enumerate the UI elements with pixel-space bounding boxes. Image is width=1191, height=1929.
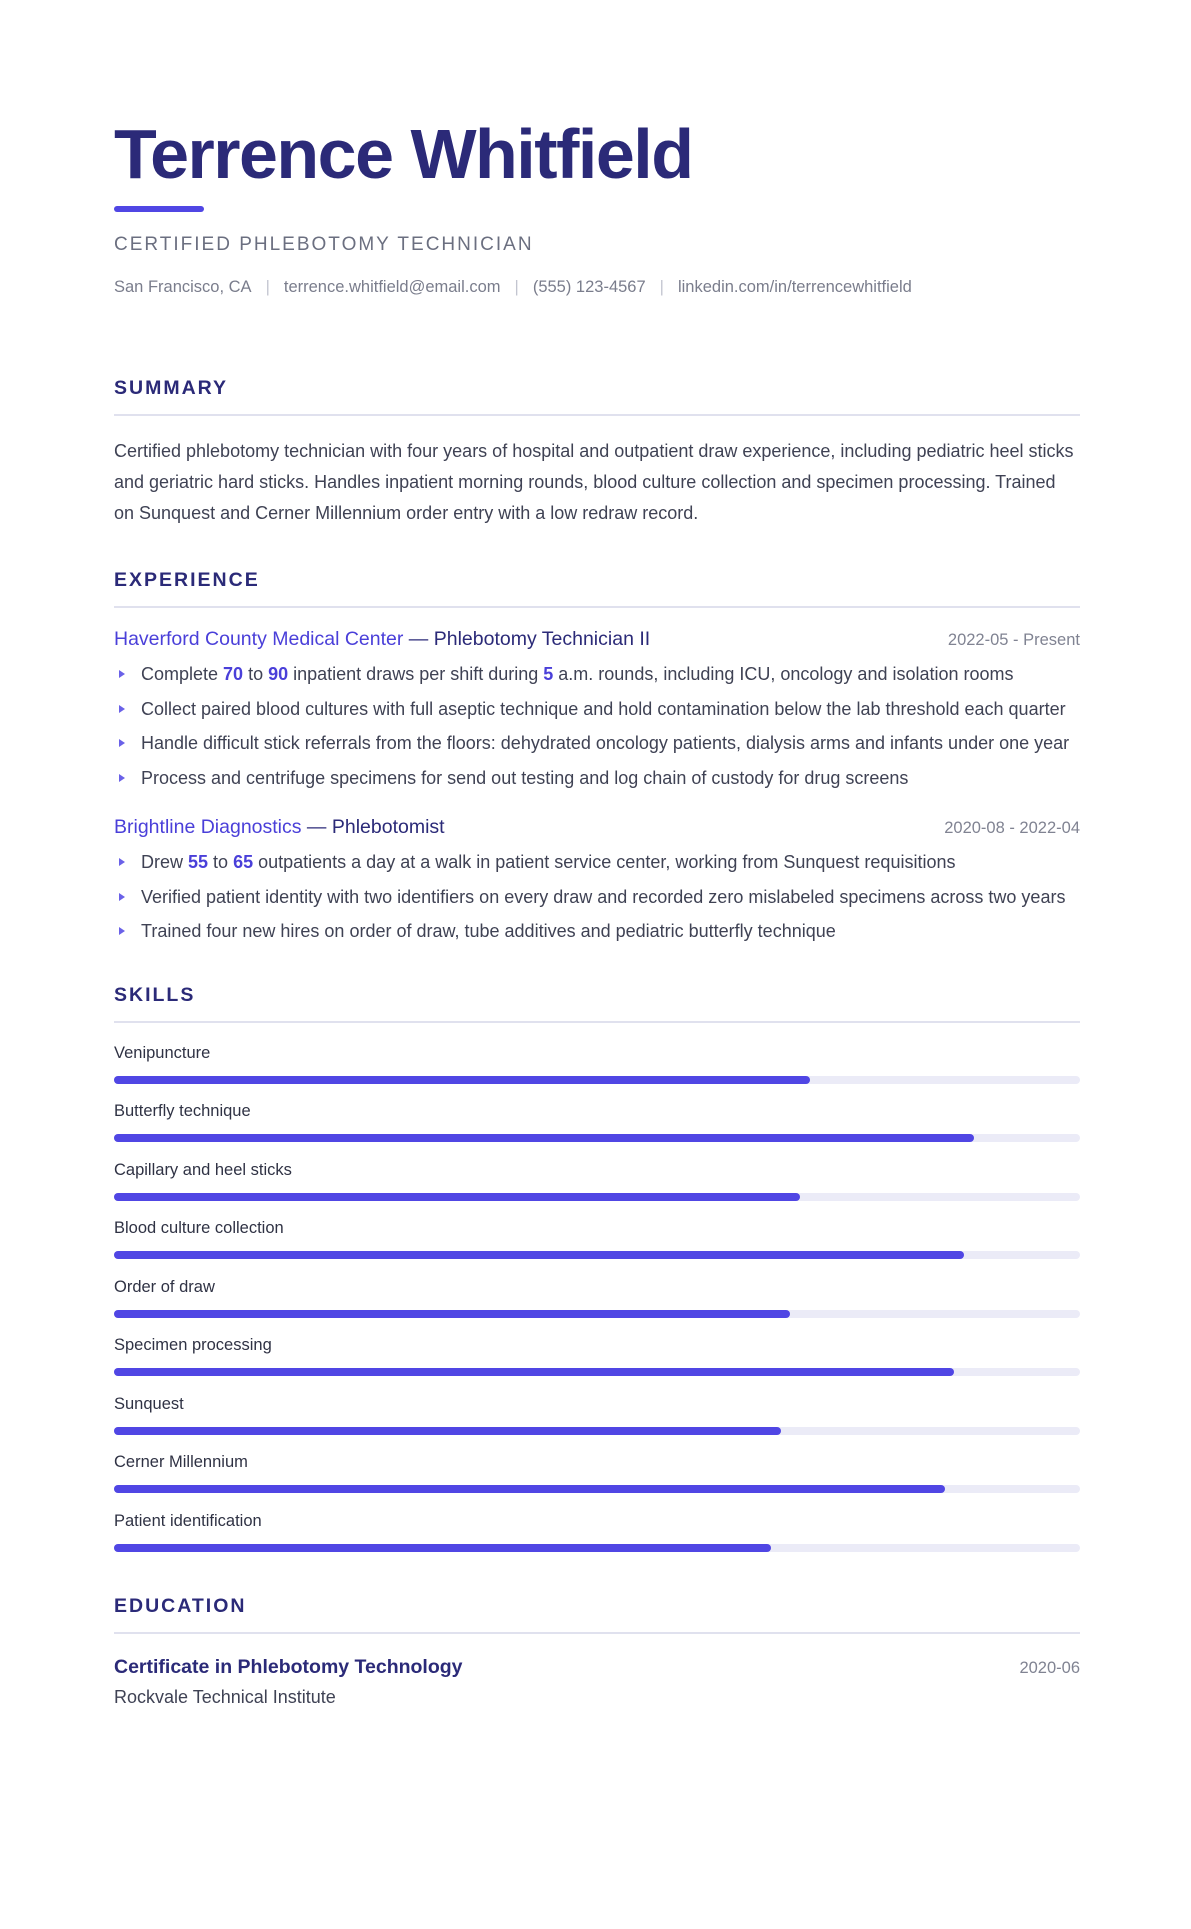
bullet-text: Complete: [141, 664, 224, 684]
job-dates: 2022-05 - Present: [947, 631, 1080, 649]
skills-list: [114, 1043, 1080, 1570]
company-name: Brightline Diagnostics: [114, 816, 302, 838]
skill-bar-track: [114, 1076, 1080, 1084]
skill-bar-fill: [114, 1251, 964, 1259]
skill-item: [114, 1452, 1080, 1511]
bullet-item: [114, 659, 1080, 691]
skill-name: Venipuncture: [114, 1043, 211, 1062]
education-date: 2020-06: [1019, 1659, 1080, 1677]
job-entry: [114, 628, 1080, 794]
skill-bar-track: [114, 1427, 1080, 1435]
job-dates: 2020-08 - 2022-04: [944, 819, 1080, 837]
skill-bar-track: [114, 1193, 1080, 1201]
skill-bar-track: [114, 1134, 1080, 1142]
skill-bar-fill: [114, 1134, 974, 1142]
role-name: Phlebotomist: [331, 816, 445, 838]
contact-separator: |: [514, 278, 519, 296]
skill-item: [114, 1160, 1080, 1219]
skill-name: Specimen processing: [114, 1336, 272, 1354]
job-bullets: [114, 847, 1080, 948]
bullet-text: a.m. rounds, including ICU, oncology and isolation rooms: [553, 664, 1014, 684]
skill-item: [114, 1394, 1080, 1453]
bullet-item: [114, 882, 1080, 914]
job-entry: [114, 816, 1080, 948]
dash-separator: —: [403, 628, 434, 650]
summary-section: [114, 377, 1080, 529]
bullet-text: Collect paired blood cultures with full aseptic technique and hold contamination below the lab threshold each quarter: [141, 698, 1066, 719]
bullet-text: Drew: [141, 852, 189, 872]
job-heading: [114, 816, 445, 839]
skill-bar-fill: [114, 1076, 810, 1084]
skill-item: [114, 1101, 1080, 1160]
skill-item: [114, 1043, 1080, 1102]
school: Rockvale Technical Institute: [114, 1687, 336, 1707]
summary-text: Certified phlebotomy technician with four years of hospital and outpatient draw experience, including pediatric heel sticks and geriatric hard sticks. Handles inpatient morning rounds, blood culture collection and specimen processing. Trained on Sunquest and Cerner Millennium order entry with a low redraw record.: [114, 441, 1074, 523]
company-name: Haverford County Medical Center: [114, 628, 404, 650]
skill-name: Order of draw: [114, 1277, 215, 1296]
skill-bar-track: [114, 1310, 1080, 1318]
job-heading: [114, 628, 650, 651]
experience-list: [114, 628, 1080, 948]
contact-location: San Francisco, CA: [114, 278, 252, 296]
skill-name: Patient identification: [114, 1511, 262, 1530]
bullet-item: [114, 916, 1080, 948]
education-section: [114, 1595, 1080, 1708]
contact-separator: |: [265, 278, 270, 296]
bullet-text: Handle difficult stick referrals from the floors: dehydrated oncology patients, dialysis arms and infants under one year: [141, 733, 1070, 753]
skill-bar-track: [114, 1368, 1080, 1376]
skill-name: Blood culture collection: [114, 1219, 284, 1237]
experience-heading: EXPERIENCE: [114, 569, 1080, 608]
job-header: [114, 816, 1080, 839]
bullet-text: inpatient draws per shift during: [288, 664, 544, 684]
dash-separator: —: [301, 816, 332, 838]
highlight-number: 90: [268, 664, 289, 684]
skill-name: Cerner Millennium: [114, 1453, 248, 1471]
skill-bar-fill: [114, 1485, 945, 1493]
role-name: Phlebotomy Technician II: [433, 628, 651, 650]
skills-heading: SKILLS: [114, 984, 1080, 1023]
education-heading: EDUCATION: [114, 1595, 1080, 1634]
highlight-number: 65: [233, 852, 254, 872]
skill-bar-track: [114, 1544, 1080, 1552]
contact-linkedin[interactable]: linkedin.com/in/terrencewhitfield: [677, 278, 912, 296]
skill-name: Capillary and heel sticks: [114, 1160, 292, 1179]
bullet-text: to: [208, 852, 234, 872]
bullet-text: Trained four new hires on order of draw, tube additives and pediatric butterfly technique: [141, 921, 836, 941]
bullet-text: Process and centrifuge specimens for send out testing and log chain of custody for drug screens: [141, 767, 909, 788]
bullet-item: [114, 847, 1080, 879]
highlight-number: 55: [188, 852, 209, 872]
skill-bar-fill: [114, 1310, 790, 1318]
experience-section: [114, 569, 1080, 948]
job-title: CERTIFIED PHLEBOTOMY TECHNICIAN: [114, 234, 534, 255]
bullet-item: [114, 694, 1080, 726]
highlight-number: 5: [543, 664, 554, 684]
skills-section: [114, 984, 1080, 1570]
contact-phone[interactable]: (555) 123-4567: [532, 278, 646, 296]
skill-bar-fill: [114, 1193, 800, 1201]
skill-item: [114, 1335, 1080, 1394]
bullet-text: to: [243, 664, 269, 684]
resume-header: [114, 112, 1080, 297]
skill-bar-fill: [114, 1544, 771, 1552]
contact-email[interactable]: terrence.whitfield@email.com: [283, 278, 501, 296]
job-bullets: [114, 659, 1080, 794]
bullet-item: [114, 763, 1080, 795]
contact-line: [114, 278, 1080, 297]
skill-name: Butterfly technique: [114, 1102, 251, 1120]
skill-bar-fill: [114, 1368, 954, 1376]
skill-item: [114, 1218, 1080, 1277]
skill-name: Sunquest: [114, 1394, 184, 1413]
skill-bar-track: [114, 1251, 1080, 1259]
contact-separator: |: [659, 278, 664, 296]
name-underline: [114, 206, 204, 212]
skill-item: [114, 1277, 1080, 1336]
skill-item: [114, 1511, 1080, 1570]
job-header: [114, 628, 1080, 651]
bullet-item: [114, 728, 1080, 760]
candidate-name: Terrence Whitfield: [114, 115, 693, 193]
education-entry: [114, 1656, 1080, 1679]
highlight-number: 70: [223, 664, 244, 684]
bullet-text: outpatients a day at a walk in patient service center, working from Sunquest requisitions: [253, 852, 956, 872]
summary-heading: SUMMARY: [114, 377, 1080, 416]
skill-bar-fill: [114, 1427, 781, 1435]
bullet-text: Verified patient identity with two identifiers on every draw and recorded zero mislabeled specimens across two years: [141, 886, 1066, 907]
degree: Certificate in Phlebotomy Technology: [114, 1656, 463, 1678]
skill-bar-track: [114, 1485, 1080, 1493]
